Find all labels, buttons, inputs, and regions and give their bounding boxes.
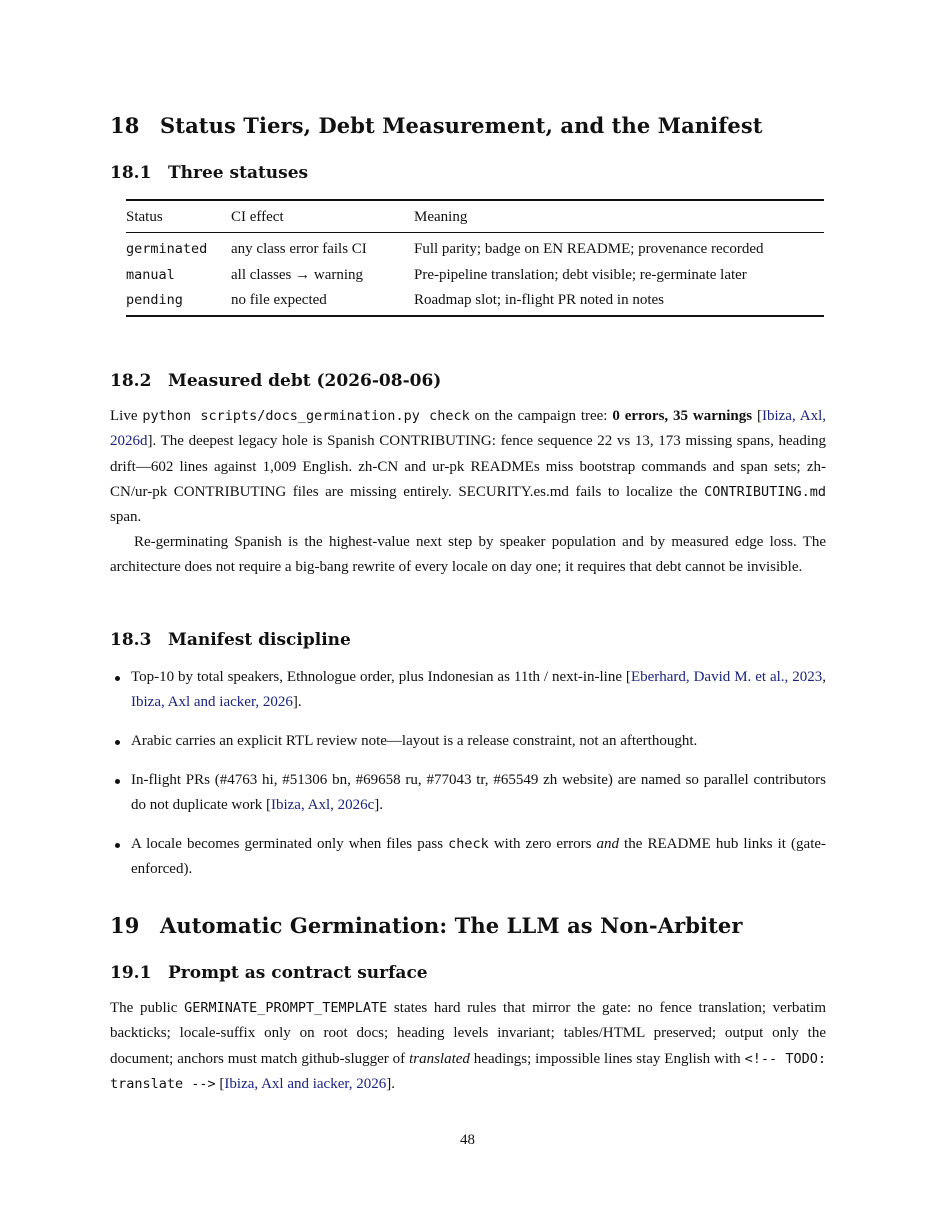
list-item-text: Arabic carries an explicit RTL review note—layout is a release constraint, not an afterthought.: [131, 733, 698, 749]
section-number: 19: [110, 913, 140, 938]
citation-link[interactable]: Ibiza, Axl and iacker, 2026: [131, 694, 293, 711]
inline-code: python scripts/docs_germination.py check: [142, 408, 470, 424]
list-item: [110, 768, 826, 819]
emphasis-text: and: [596, 836, 619, 852]
list-item-text: [131, 768, 826, 819]
manifest-bullet-list: [110, 729, 826, 754]
inline-code: GERMINATE_PROMPT_TEMPLATE: [184, 1000, 388, 1016]
list-item: [110, 665, 826, 716]
subsection-number: 18.2: [110, 371, 152, 391]
citation-link[interactable]: Ibiza, Axl, 2026d: [110, 408, 827, 450]
text-run: the README hub links it (gate-enforced).: [131, 836, 827, 878]
table-cell-meaning: Full parity; badge on EN README; provenance recorded: [414, 241, 764, 257]
table-cell-status: pending: [126, 292, 183, 308]
regerminate-paragraph: Re-germinating Spanish is the highest-value next step by speaker population and by measured edge loss. The architecture does not require a big-bang rewrite of every locale on day one; it requires that debt cannot be invisible.: [110, 534, 826, 576]
measured-debt-paragraph: [110, 404, 826, 530]
subsection-19-1-heading: [110, 963, 428, 983]
table-header-cell: Meaning: [414, 209, 468, 225]
inline-code: check: [448, 836, 489, 852]
text-run: states hard rules that mirror the gate: no fence translation; verbatim backticks; locale-suffix only on root docs; heading levels invariant; tables/HTML preserved; output only the document; anchors must match github-slugger of: [110, 1000, 826, 1067]
text-run: ].: [386, 1075, 396, 1092]
table-header-cell: Status: [126, 209, 163, 225]
bullet-icon: [115, 676, 120, 681]
table-header-cell: CI effect: [231, 209, 284, 225]
table-cell-ci: no file expected: [231, 292, 327, 308]
bold-text: 0 errors, 35 warnings: [612, 408, 753, 424]
subsection-title: Prompt as contract surface: [168, 963, 428, 983]
bullet-icon: [115, 843, 120, 848]
table-cell-ci: all classes → warning: [231, 266, 364, 283]
emphasis-text: translated: [409, 1050, 470, 1067]
table-cell-meaning: Pre-pipeline translation; debt visible; re-germinate later: [414, 266, 747, 283]
text-run: ].: [374, 797, 384, 814]
section-19-heading: [110, 913, 743, 938]
manifest-bullet-list: [110, 768, 826, 819]
text-run: ].: [292, 694, 302, 711]
inline-code: <!-- TODO: translate -->: [110, 1050, 826, 1092]
inline-code: CONTRIBUTING.md: [704, 483, 826, 500]
subsection-title: Three statuses: [168, 163, 309, 183]
citation-link[interactable]: Ibiza, Axl and iacker, 2026: [224, 1075, 387, 1092]
section-title: Status Tiers, Debt Measurement, and the Manifest: [160, 113, 763, 138]
text-run: ,: [822, 669, 826, 685]
text-run: A locale becomes germinated only when files pass: [131, 836, 449, 852]
citation-link[interactable]: Eberhard, David M. et al., 2023: [630, 669, 823, 685]
table-cell-status: germinated: [126, 241, 208, 257]
manifest-bullet-list: [110, 665, 826, 716]
text-run: [: [215, 1075, 225, 1092]
section-number: 18: [110, 113, 140, 138]
subsection-18-2-heading: [110, 371, 441, 391]
subsection-title: Measured debt (2026-08-06): [168, 371, 442, 391]
subsection-18-3-heading: [110, 630, 351, 650]
table-row: [126, 288, 824, 316]
list-item: [110, 832, 826, 883]
subsection-number: 19.1: [110, 963, 152, 983]
text-run: [: [752, 408, 762, 424]
table-row: [126, 233, 824, 263]
subsection-number: 18.1: [110, 163, 152, 183]
text-run: Top-10 by total speakers, Ethnologue order, plus Indonesian as 11th / next-in-line [: [131, 669, 631, 685]
text-run: ]. The deepest legacy hole is Spanish CONTRIBUTING: fence sequence 22 vs 13, 173 missing spans, heading drift—602 lines against 1,009 English. zh-CN and ur-pk READMEs miss bootstrap commands and span sets; zh-CN/ur-pk CONTRIBUTING files are missing entirely. SECURITY.es.md fails to localize the: [110, 433, 826, 500]
text-run: In-flight PRs (#4763 hi, #51306 bn, #69658 ru, #77043 tr, #65549 zh website) are named so parallel contributors do not duplicate work [: [131, 772, 826, 814]
table-row: [126, 263, 824, 289]
page-number: 48: [460, 1132, 475, 1148]
subsection-title: Manifest discipline: [168, 630, 351, 650]
bullet-icon: [115, 779, 120, 784]
list-item-text: [131, 665, 826, 716]
manifest-bullet-list: [110, 832, 826, 883]
text-run: on the campaign tree:: [469, 408, 613, 424]
text-run: with zero errors: [488, 836, 597, 852]
table-header-row: [126, 200, 824, 233]
text-run: span.: [110, 509, 142, 526]
table-cell-status: manual: [126, 266, 175, 283]
table-cell-meaning: Roadmap slot; in-flight PR noted in notes: [414, 292, 664, 308]
status-table: [126, 199, 824, 317]
section-title: Automatic Germination: The LLM as Non-Arbiter: [160, 913, 743, 938]
section-18-heading: [110, 113, 763, 138]
text-run: The public: [110, 1000, 185, 1016]
prompt-contract-paragraph: [110, 996, 826, 1097]
text-run: headings; impossible lines stay English with: [469, 1050, 745, 1067]
subsection-18-1-heading: [110, 163, 308, 183]
bullet-icon: [115, 740, 120, 745]
citation-link[interactable]: Ibiza, Axl, 2026c: [270, 797, 375, 814]
subsection-number: 18.3: [110, 630, 152, 650]
list-item-text: [131, 832, 826, 883]
table-cell-ci: any class error fails CI: [231, 241, 367, 257]
list-item: [110, 729, 826, 754]
text-run: Live: [110, 408, 143, 424]
